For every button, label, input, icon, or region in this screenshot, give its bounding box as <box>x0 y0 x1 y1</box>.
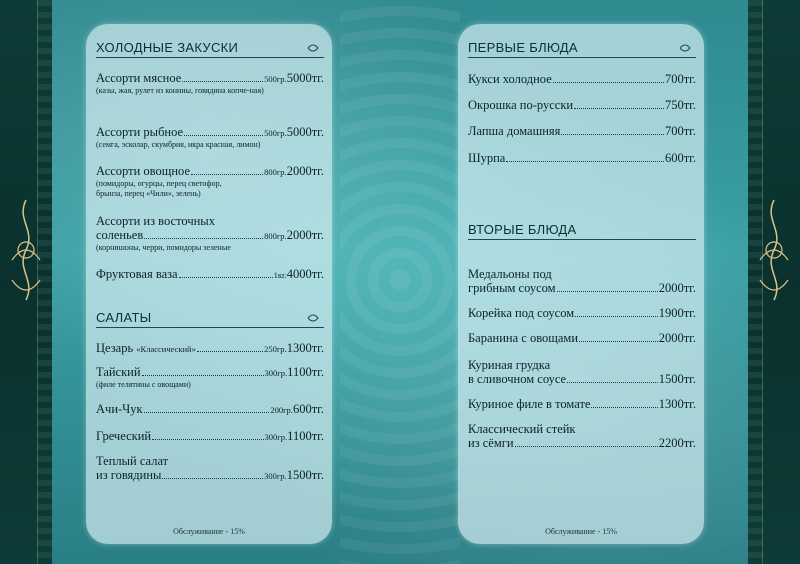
right-menu-page <box>458 24 704 544</box>
section-title-first-courses: ПЕРВЫЕ БЛЮДА <box>468 40 696 58</box>
menu-item: Классический стейк из сёмги 2200тг. <box>468 422 696 450</box>
item-description: (корнишоны, черри, помидоры зеленые <box>96 243 231 252</box>
menu-item: Ассорти мясное 500гр. 5000тг. (казы, жая, рулет из конины, говядина копче-ная) <box>96 71 324 95</box>
menu-item: Ассорти овощное 800гр. 2000тг. (помидоры, огурцы, перец светофор, брынза, перец «Чили», зелень) <box>96 164 324 198</box>
section-title-cold-snacks: ХОЛОДНЫЕ ЗАКУСКИ <box>96 40 324 58</box>
menu-item: Корейка под соусом 1900тг. <box>468 306 696 320</box>
item-description: (филе телятины с овощами) <box>96 380 191 389</box>
menu-item: Баранина с овощами 2000тг. <box>468 331 696 345</box>
menu-item: Медальоны под грибным соусом 2000тг. <box>468 267 696 295</box>
left-decor-band <box>0 0 52 564</box>
left-menu-page <box>86 24 332 544</box>
ornament-icon <box>678 42 692 54</box>
item-description: (семга, эсколар, скумбрия, икра красная, лимон) <box>96 140 261 149</box>
menu-item: Ассорти рыбное 500гр. 5000тг. (семга, эсколар, скумбрия, икра красная, лимон) <box>96 125 324 149</box>
ornament-icon <box>306 42 320 54</box>
menu-item: Ассорти из восточных соленьев 800гр. 2000тг. (корнишоны, черри, помидоры зеленые <box>96 214 324 252</box>
menu-item: Теплый салат из говядины 300гр. 1500тг. <box>96 454 324 482</box>
menu-item: Куриное филе в томате 1300тг. <box>468 397 696 411</box>
restaurant-logo-icon <box>754 190 794 330</box>
menu-item: Кукси холодное 700тг. <box>468 72 696 86</box>
ornament-icon <box>306 312 320 324</box>
item-description: (помидоры, огурцы, перец светофор, брынза, перец «Чили», зелень) <box>96 179 222 198</box>
section-title-salads: САЛАТЫ <box>96 310 324 328</box>
menu-item: Фруктовая ваза 1кг. 4000тг. <box>96 267 324 281</box>
restaurant-logo-icon <box>6 190 46 330</box>
menu-item: Куриная грудка в сливочном соусе 1500тг. <box>468 358 696 386</box>
service-charge-note: Обслуживание - 15% <box>545 527 617 536</box>
service-charge-note: Обслуживание - 15% <box>173 527 245 536</box>
center-pattern <box>340 0 460 564</box>
right-decor-band <box>748 0 800 564</box>
menu-item: Окрошка по-русски 750тг. <box>468 98 696 112</box>
menu-item: Тайский 300гр. 1100тг. (филе телятины с овощами) <box>96 365 324 389</box>
menu-item: Лапша домашняя 700тг. <box>468 124 696 138</box>
section-title-second-courses: ВТОРЫЕ БЛЮДА <box>468 222 696 240</box>
menu-item: Шурпа 600тг. <box>468 151 696 165</box>
menu-item: Цезарь «Классический» 250гр. 1300тг. <box>96 341 324 355</box>
menu-item: Греческий 300гр. 1100тг. <box>96 429 324 443</box>
item-description: (казы, жая, рулет из конины, говядина копче-ная) <box>96 86 264 95</box>
menu-item: Ачи-Чук 200гр. 600тг. <box>96 402 324 416</box>
